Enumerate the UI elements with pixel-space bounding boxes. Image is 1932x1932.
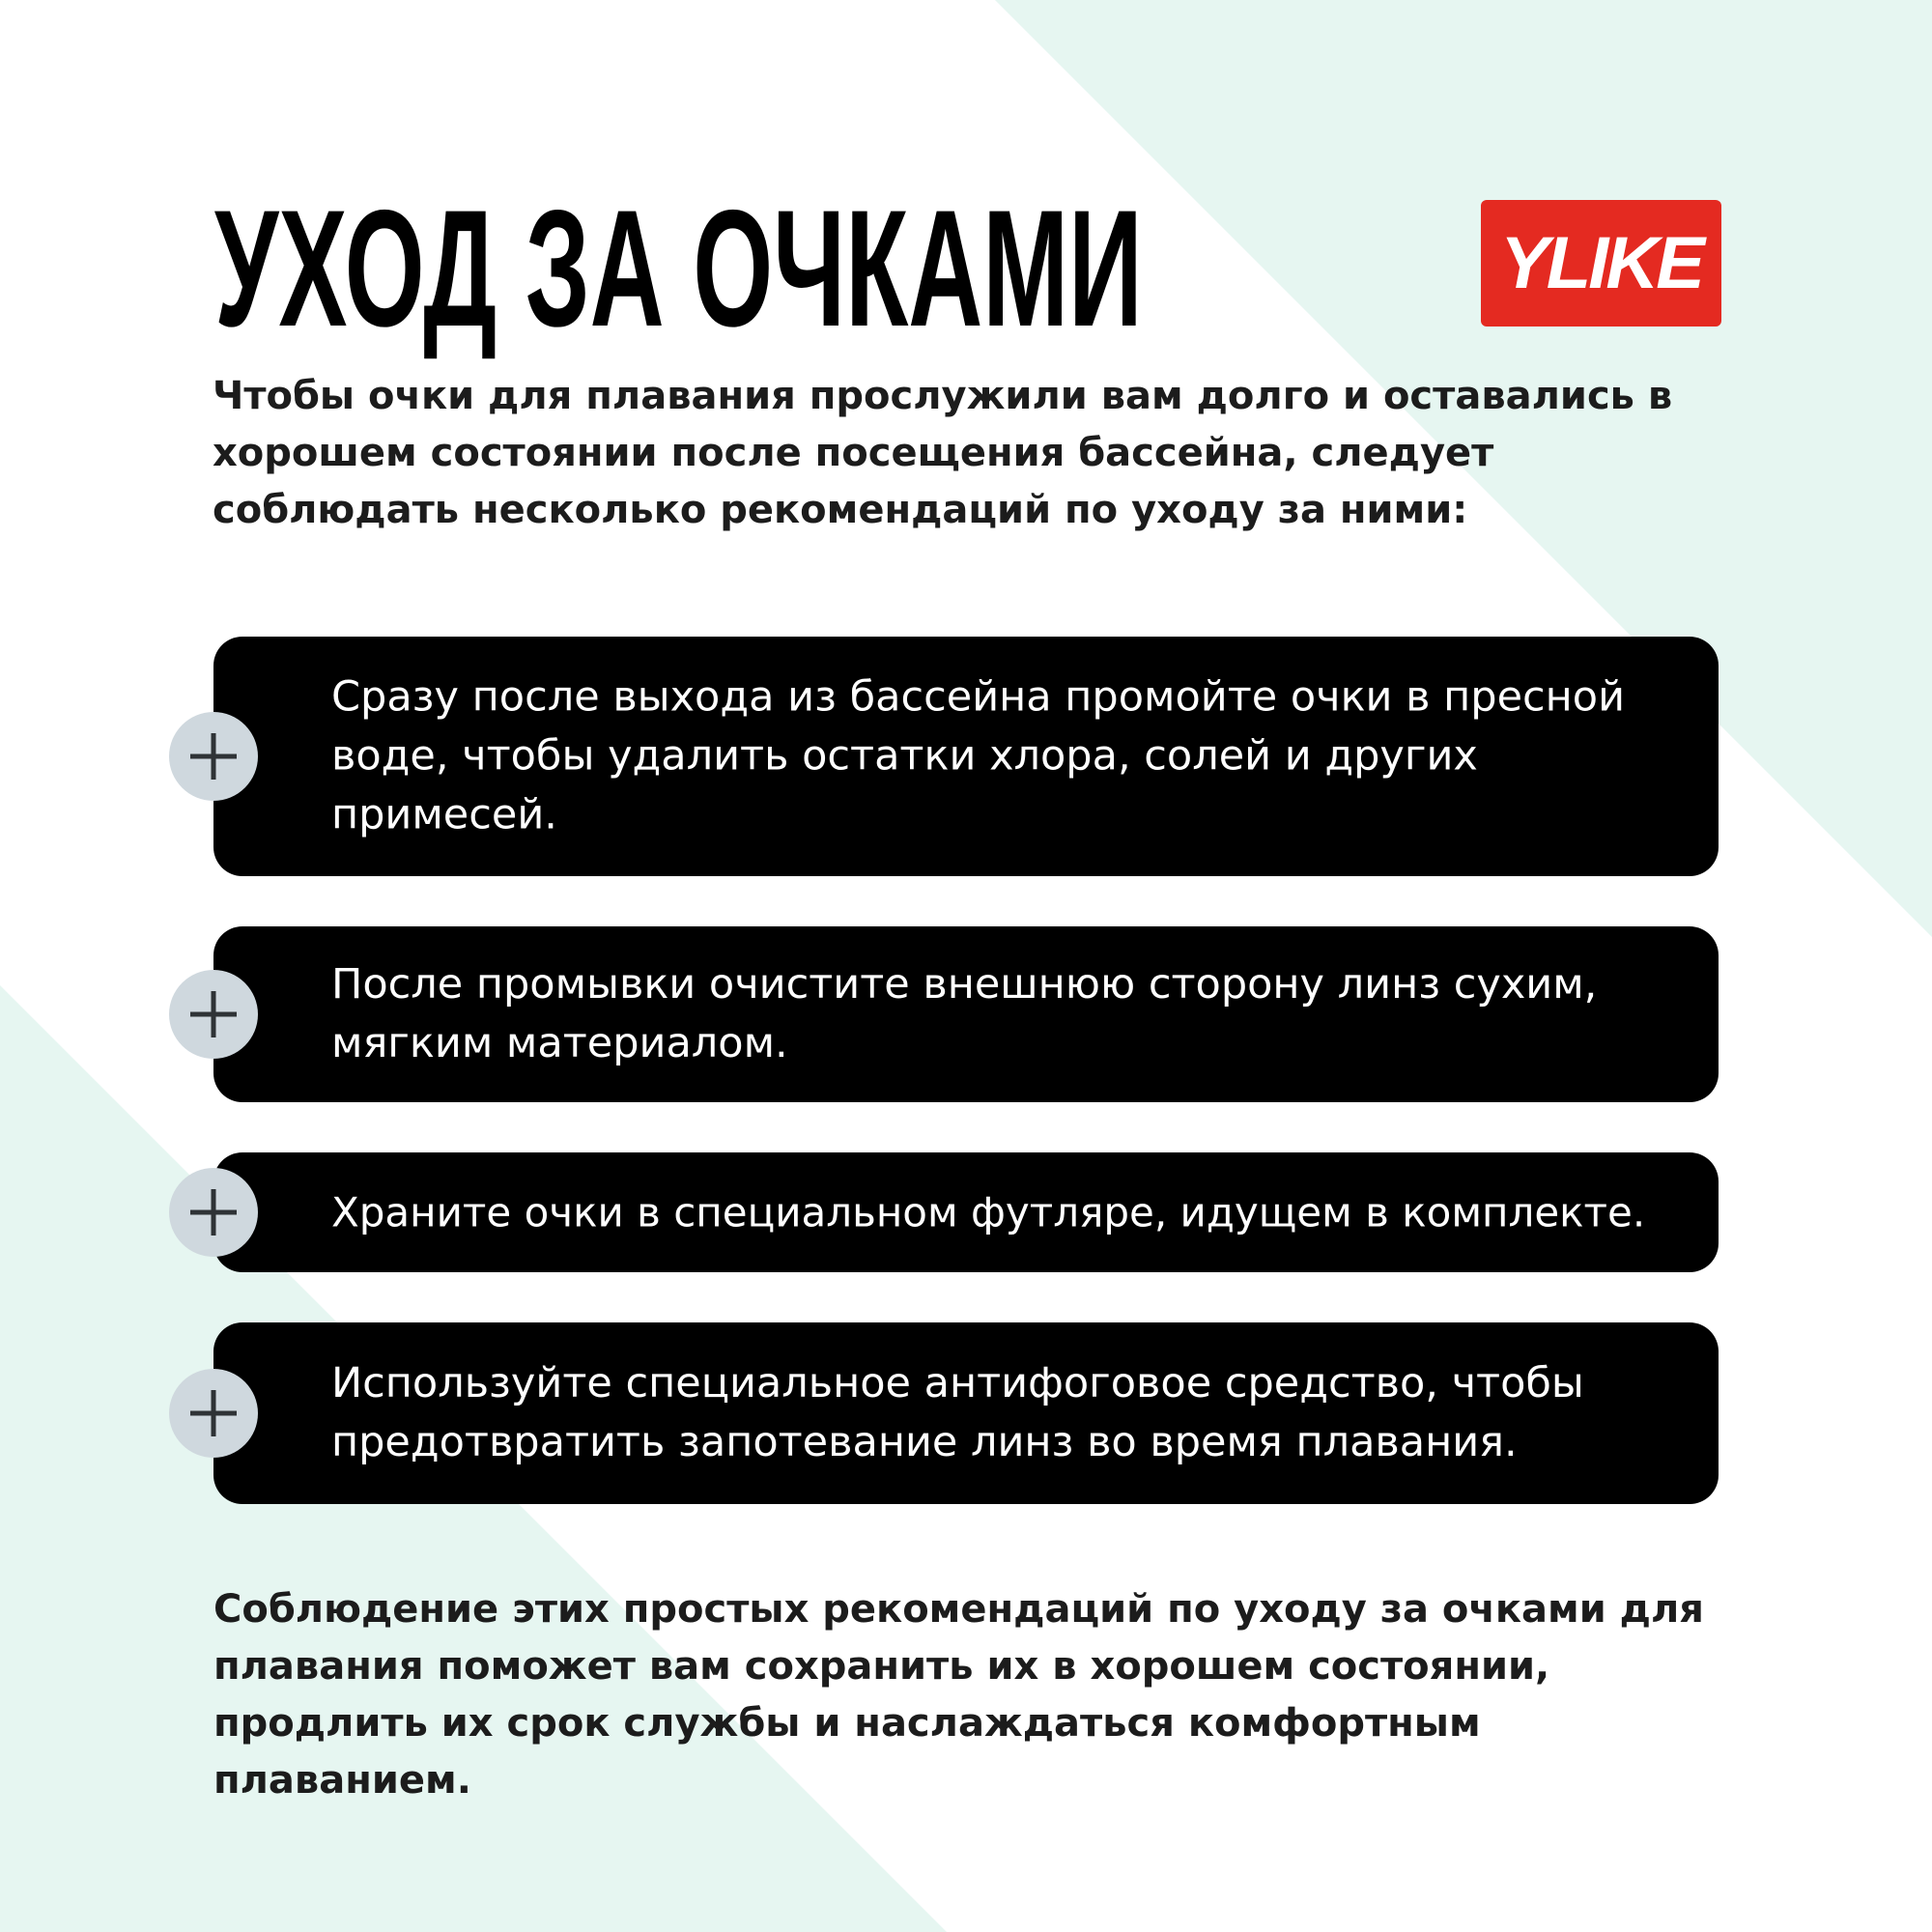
plus-icon bbox=[169, 712, 258, 801]
plus-icon bbox=[169, 970, 258, 1059]
brand-logo bbox=[1481, 200, 1721, 327]
tip-text: Сразу после выхода из бассейна промойте очки в пресной воде, чтобы удалить остатки хлора, солей и других примесей. bbox=[331, 672, 1626, 839]
tip-card bbox=[213, 637, 1719, 876]
plus-icon bbox=[169, 1168, 258, 1257]
tip-card bbox=[213, 1152, 1719, 1272]
tip-text: После промывки очистите внешнюю сторону линз сухим, мягким материалом. bbox=[331, 960, 1598, 1067]
page-title: УХОД ЗА ОЧКАМИ bbox=[214, 176, 1143, 361]
tip-card bbox=[213, 1322, 1719, 1504]
intro-text: Чтобы очки для плавания прослужили вам долго и оставались в хорошем состоянии после посещения бассейна, следует соблюдать несколько рекомендаций по уходу за ними: bbox=[213, 374, 1673, 532]
conclusion-text: Соблюдение этих простых рекомендаций по уходу за очками для плавания поможет вам сохранить их в хорошем состоянии, продлить их срок службы и наслаждаться комфортным плаванием. bbox=[213, 1587, 1704, 1803]
plus-icon bbox=[169, 1369, 258, 1458]
tip-card bbox=[213, 926, 1719, 1102]
tip-text: Используйте специальное антифоговое средство, чтобы предотвратить запотевание линз во время плавания. bbox=[331, 1359, 1584, 1466]
logo-text: YLIKE bbox=[1500, 222, 1702, 304]
tip-text: Храните очки в специальном футляре, идущем в комплекте. bbox=[331, 1188, 1646, 1236]
